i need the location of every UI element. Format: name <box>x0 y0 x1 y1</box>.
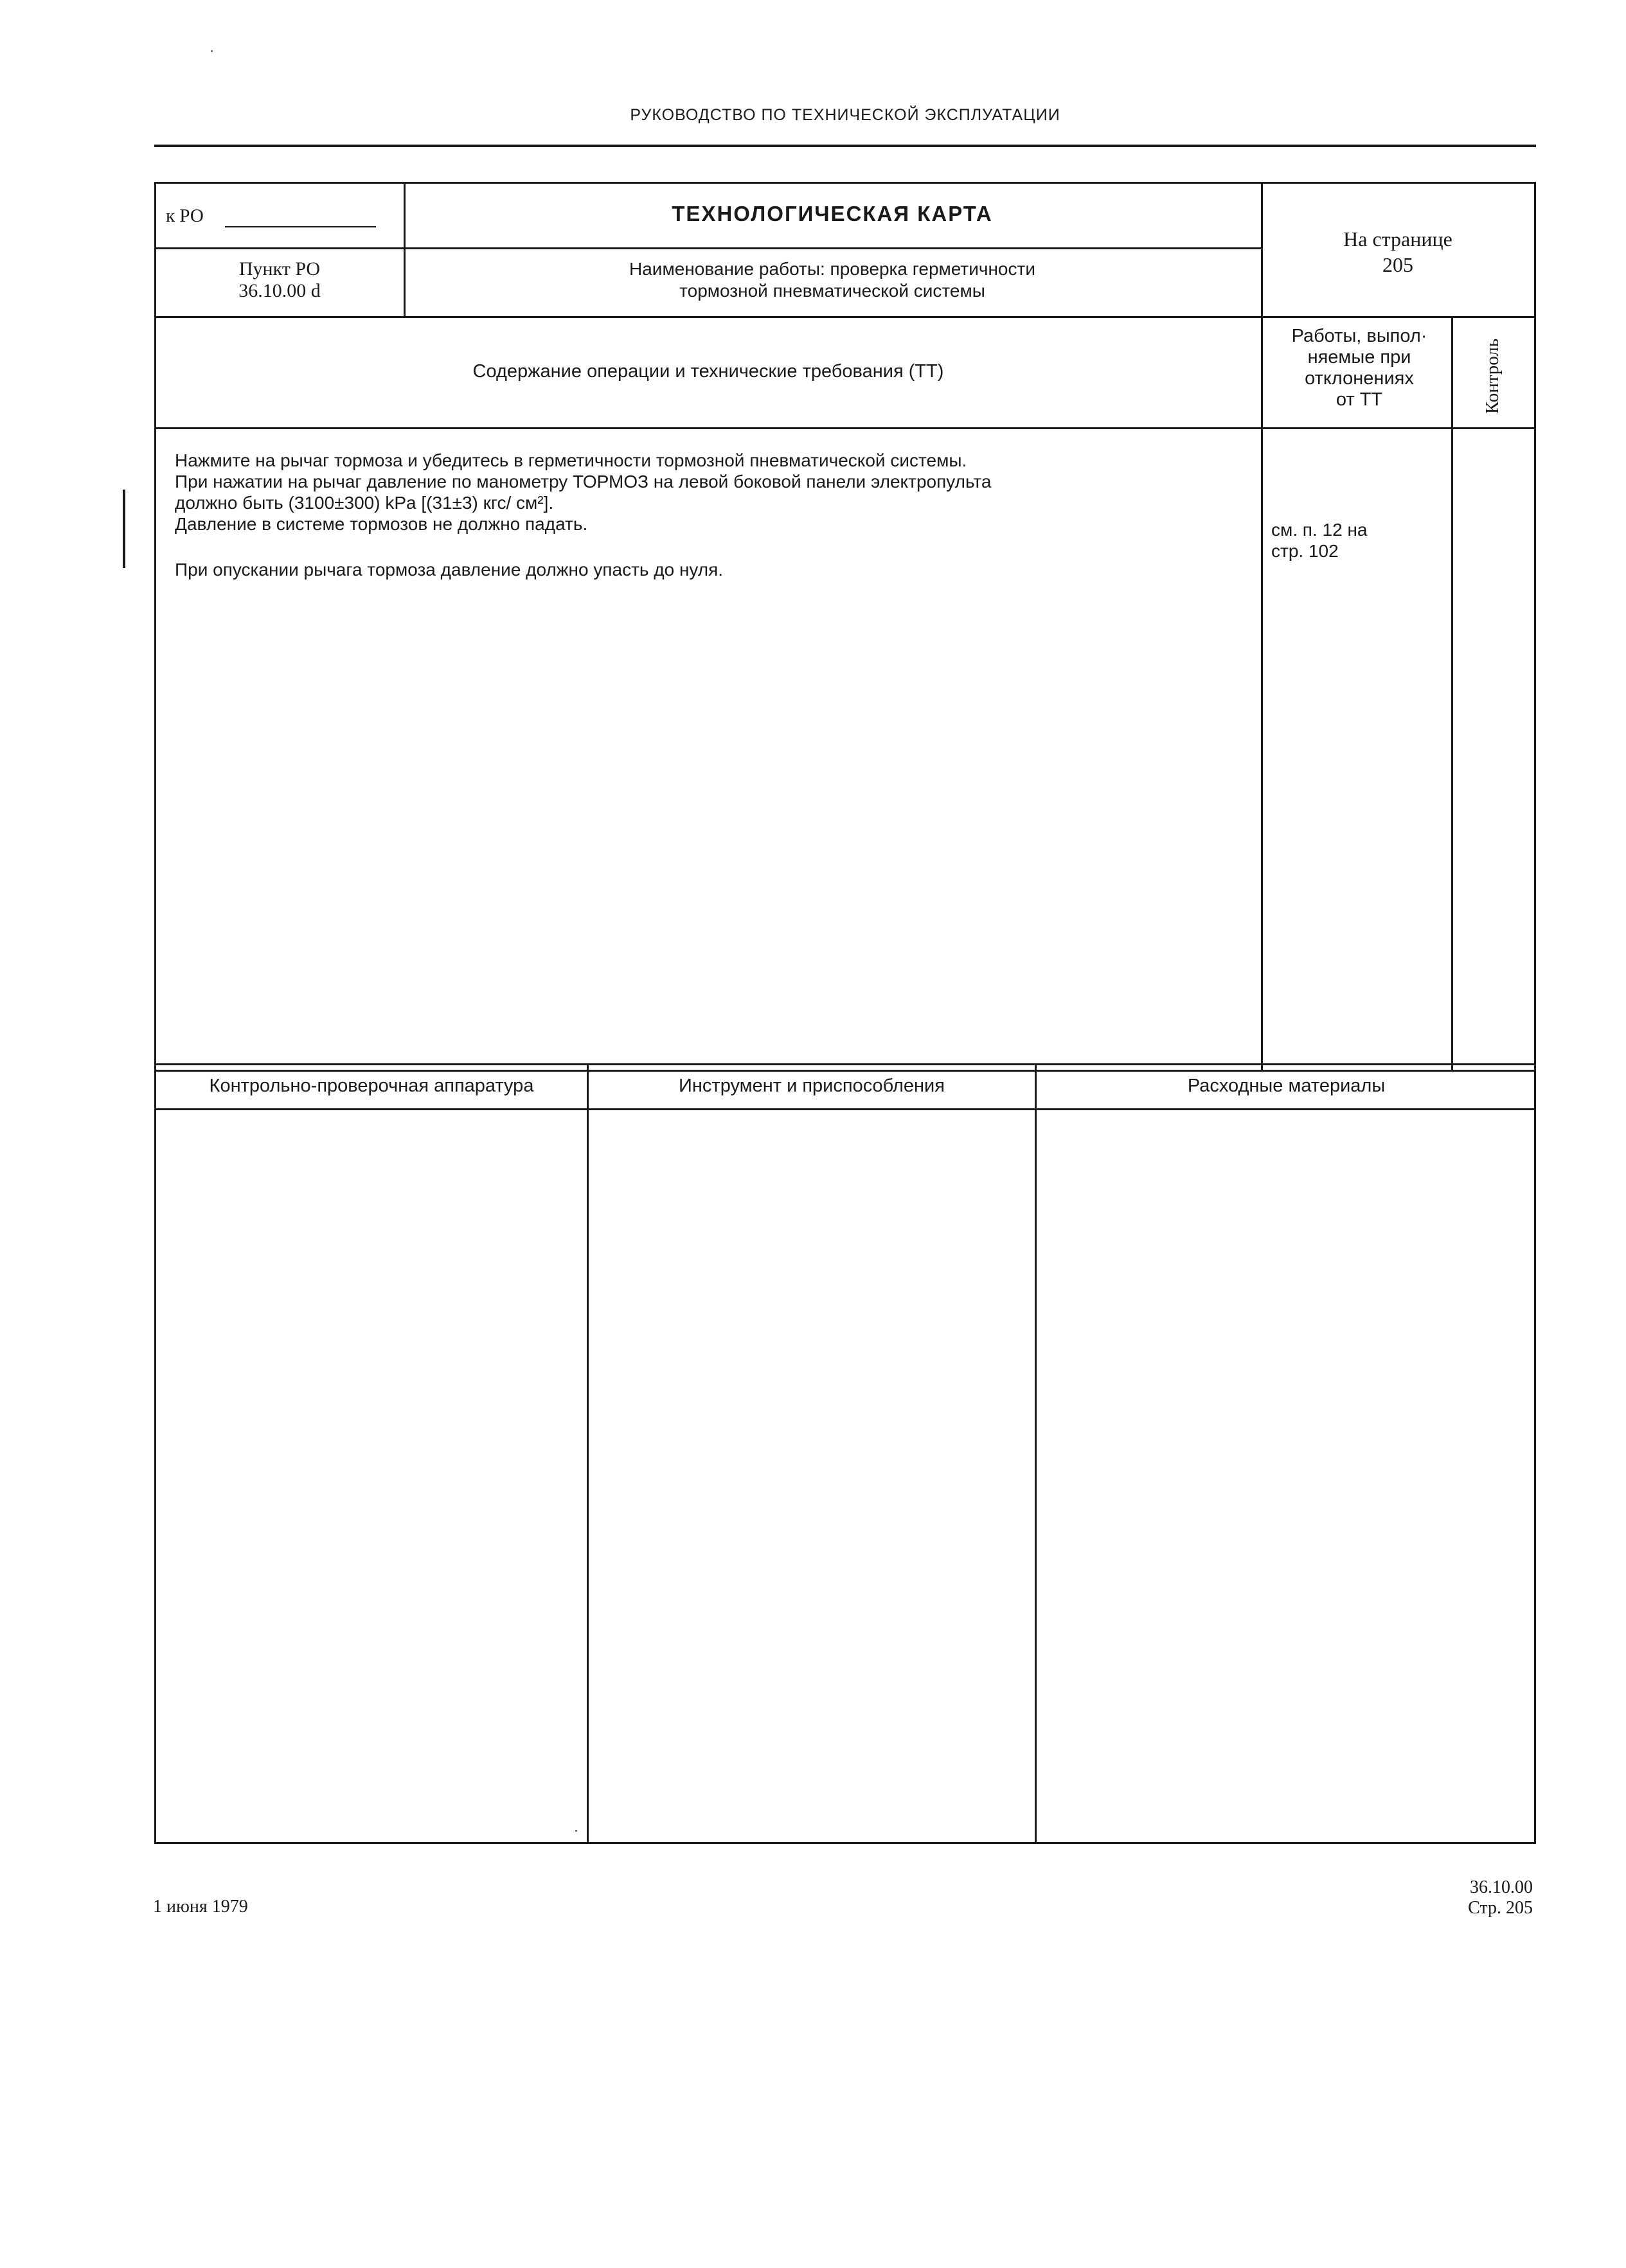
deviation-header-line4: от ТТ <box>1336 389 1383 410</box>
scan-speck <box>575 1830 577 1832</box>
footer-page-info <box>1375 1877 1533 1918</box>
resources-header-rule <box>154 1108 1536 1110</box>
footer-page: Стр. 205 <box>1468 1898 1533 1918</box>
content-line: Давление в системе тормозов не должно падать. <box>175 514 588 534</box>
on-page-number: 205 <box>1382 253 1413 276</box>
k-po-label: к РО <box>166 206 204 226</box>
on-page-label: На странице <box>1343 227 1452 251</box>
deviation-header-line2: няемые при <box>1307 347 1411 368</box>
k-po-blank <box>225 226 376 227</box>
work-name-line2: тормозной пневматической системы <box>679 281 985 301</box>
header-rule <box>154 145 1536 147</box>
punkt-box <box>156 258 404 302</box>
revision-bar <box>123 490 125 568</box>
header-title: РУКОВОДСТВО ПО ТЕХНИЧЕСКОЙ ЭКСПЛУАТАЦИИ <box>630 106 1060 124</box>
card-table <box>154 182 1536 1072</box>
resources-table <box>154 1063 1536 1844</box>
resources-divider-1 <box>587 1063 589 1844</box>
equipment-header: Контрольно-проверочная аппаратура <box>209 1076 534 1096</box>
content-line <box>175 535 1251 559</box>
card-title-rule <box>154 247 1262 249</box>
resources-divider-2 <box>1035 1063 1037 1844</box>
card-content-rule <box>154 427 1536 429</box>
deviation-reference <box>1271 519 1432 562</box>
control-header-text: Контроль <box>1482 338 1503 414</box>
content-line: Нажмите на рычаг тормоза и убедитесь в герметичности тормозной пневматической системы. <box>175 450 967 470</box>
materials-header: Расходные материалы <box>1187 1076 1386 1096</box>
content-line: При нажатии на рычаг давление по манометру ТОРМОЗ на левой боковой панели электропульта <box>175 472 992 492</box>
operation-content <box>175 450 1251 580</box>
content-line: должно быть (3100±300) kPa [(31±3) кгс/ см²]. <box>175 493 554 513</box>
card-divider-right <box>1261 182 1263 1072</box>
card-title: ТЕХНОЛОГИЧЕСКАЯ КАРТА <box>672 202 993 226</box>
work-name-line1: Наименование работы: проверка герметичности <box>629 259 1035 279</box>
punkt-label: Пункт РО <box>238 258 321 279</box>
work-name <box>405 258 1260 302</box>
contents-header: Содержание операции и технические требования (ТТ) <box>472 361 944 382</box>
on-page-box <box>1263 226 1533 278</box>
deviation-header-line1: Работы, выпол· <box>1291 326 1427 346</box>
content-line: При опускании рычага тормоза давление должно упасть до нуля. <box>175 560 724 580</box>
deviation-header-line3: отклонениях <box>1305 368 1414 389</box>
reference-line2: стр. 102 <box>1271 541 1339 561</box>
card-header-rule <box>154 316 1536 318</box>
tools-header: Инструмент и приспособления <box>679 1076 945 1096</box>
control-header <box>1451 324 1535 427</box>
control-column-divider <box>1451 316 1453 1072</box>
footer-date: 1 июня 1979 <box>153 1897 248 1917</box>
punkt-number: 36.10.00 d <box>238 280 321 301</box>
deviation-header <box>1263 326 1456 411</box>
scan-speck <box>211 50 213 52</box>
footer-code: 36.10.00 <box>1470 1877 1533 1897</box>
reference-line1: см. п. 12 на <box>1271 520 1368 540</box>
